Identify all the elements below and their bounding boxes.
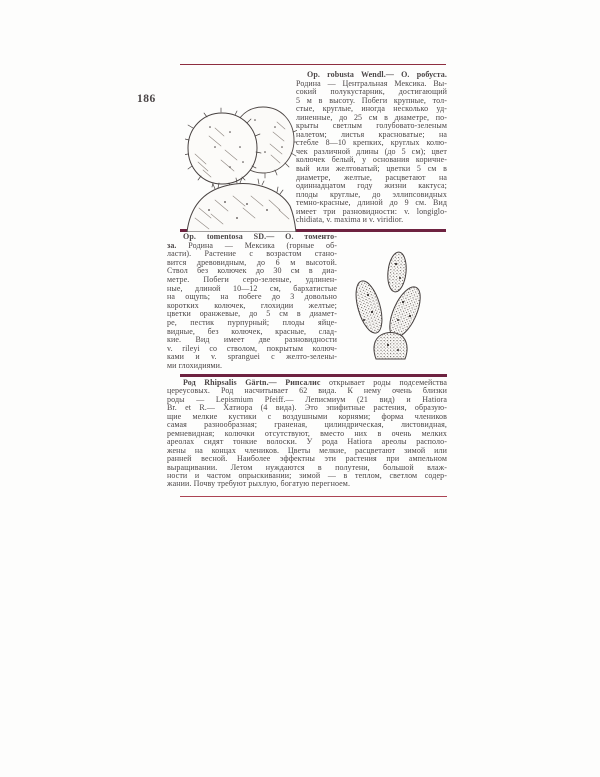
text-line: chidiata, v. maxima и v. viridior. xyxy=(296,215,404,225)
opuntia-robusta-illustration xyxy=(185,92,297,232)
section-op-tomentosa-text xyxy=(167,233,337,371)
section-divider-rule xyxy=(180,374,447,377)
text-line: темно-красные, длиной до 9 см. Вид xyxy=(296,198,447,208)
text-line: плоды круглые, до эллипсовидных xyxy=(296,189,447,199)
text-line: ранней весной. Наиболее эффектны эти растения при ампельном xyxy=(167,454,447,464)
text-line: цветки оранжевые, до 5 см в диамет- xyxy=(167,309,337,319)
text-line: Br. et R.— Хатиора (4 вида). Это эпифитные растения, образую- xyxy=(167,403,447,413)
text-line: цереусовых. Род насчитывает 62 вида. К нему очень близки xyxy=(167,386,447,396)
page-number: 186 xyxy=(137,93,156,105)
text-line: сокий полукустарник, достигающий xyxy=(296,87,447,97)
text-line: жании. Почву требуют рыхлую, богатую перегноем. xyxy=(167,479,351,489)
text-line: v. rileyi со стволом, покрытым колюч- xyxy=(167,343,337,353)
text-line: ми глохидиями. xyxy=(167,360,223,370)
text-line: вится древовидным, до 6 м высотой. xyxy=(167,257,337,267)
top-rule xyxy=(180,64,446,65)
section-op-robusta-text xyxy=(296,71,447,225)
text-line: кие. Вид имеет две разновидности xyxy=(167,335,337,345)
text-line: Род Rhipsalis Gärtn.— Рипсалис открывает роды подсемейства xyxy=(183,378,448,387)
text-line: стые, круглые, иногда несколько уд- xyxy=(296,104,447,114)
text-line: 5 м в высоту. Побеги крупные, тол- xyxy=(296,95,447,105)
text-line: Ствол без колючек до 30 см в диа- xyxy=(167,266,337,276)
opuntia-tomentosa-illustration xyxy=(348,250,434,360)
text-line: ласти). Растение с возрастом стано- xyxy=(167,249,337,259)
section-rhipsalis-text xyxy=(167,379,447,489)
text-line: Op. tomentosa SD.— О. томенто- xyxy=(183,232,337,241)
text-line: линенные, до 25 см в диаметре, по- xyxy=(296,112,447,122)
text-line: ками и v. spranguei с желто-зелены- xyxy=(167,352,337,362)
text-line: видные, без колючек, красные, слад- xyxy=(167,326,337,336)
text-line: имеет три разновидности: v. longiglo- xyxy=(296,206,447,216)
text-line: коротких колючек, глохидии желтые; xyxy=(167,300,337,310)
text-line: ареолах сидят тонкие волоски. У рода Hatiora ареолы располо- xyxy=(167,437,447,447)
text-line: ре, пестик пурпурный; плоды яйце- xyxy=(167,317,337,327)
bottom-rule xyxy=(180,496,447,497)
text-line: метре. Побеги серо-зеленые, удлинен- xyxy=(167,274,337,284)
text-line: жены на концах члеников. Цветы мелкие, расцветают зимой или xyxy=(167,445,447,455)
text-line: ремневидная; колючки отсутствуют, вместо них в очень мелких xyxy=(167,428,447,438)
text-line: ности и частом опрыскивании; зимой — в теплом, светлом содер- xyxy=(167,470,447,480)
text-line: на ощупь; на побеге до 3 довольно xyxy=(167,292,337,302)
text-line: самая разнообразная; граненая, цилиндрическая, листовидная, xyxy=(167,420,447,430)
text-line: Родина — Центральная Мексика. Вы- xyxy=(296,78,447,88)
text-line: стебле 8—10 крепких, круглых колю- xyxy=(296,138,447,148)
text-line: вый или желтоватый; цветки 5 см в xyxy=(296,164,447,174)
text-line: щие мелкие кустики с воздушными корнями; форма члеников xyxy=(167,411,447,421)
text-line: чек различной длины (до 5 см); цвет xyxy=(296,146,447,156)
text-line: крыты светлым голубовато-зеленым xyxy=(296,121,447,131)
text-line: роды — Lepismium Pfeiff.— Леписмиум (21 вид) и Hatiora xyxy=(167,394,447,404)
text-line: выращивании. Летом нуждаются в полутени, большой влаж- xyxy=(167,462,447,472)
text-line: налетом; листья красноватые; на xyxy=(296,129,447,139)
text-line: одиннадцатом году жизни кактуса; xyxy=(296,181,447,191)
text-line: Op. robusta Wendl.— О. робуста. xyxy=(307,70,447,79)
text-line: за. Родина — Мексика (горные об- xyxy=(167,240,337,250)
text-line: диаметре, желтые, расцветают на xyxy=(296,172,447,182)
text-line: ные, длиной 10—12 см, бархатистые xyxy=(167,283,337,293)
text-line: колючек белый, у основания коричне- xyxy=(296,155,447,165)
